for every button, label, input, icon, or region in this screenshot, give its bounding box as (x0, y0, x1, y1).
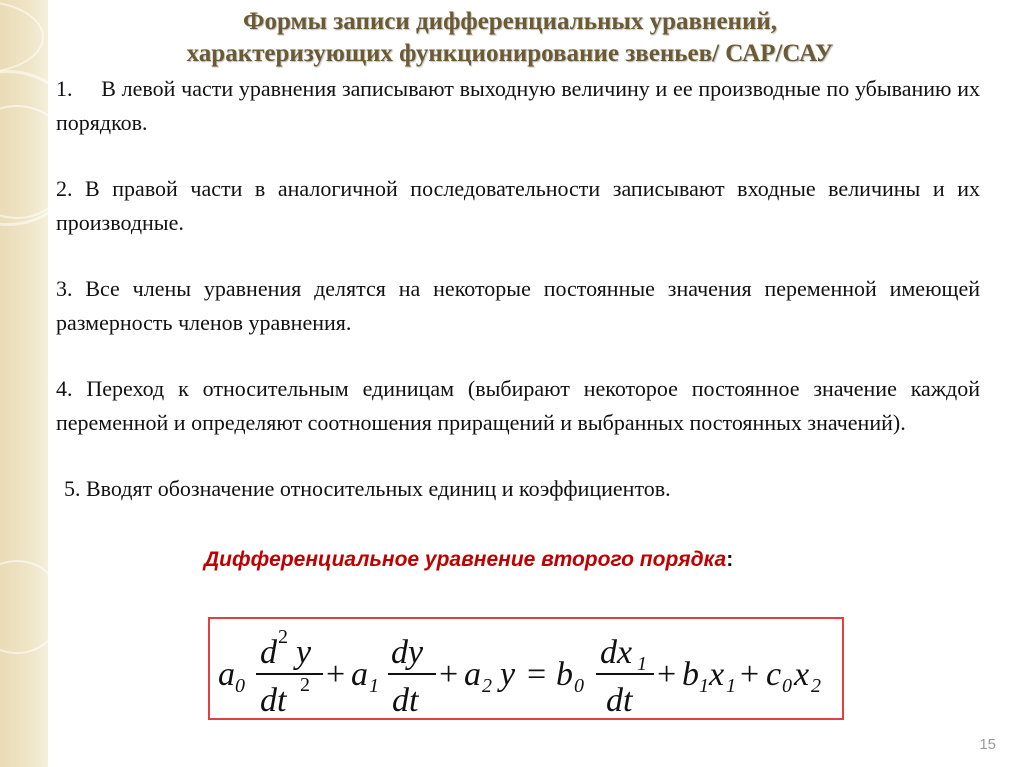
coef-a1: a (351, 656, 368, 693)
decorative-ring (0, 0, 44, 74)
list-item-1: 1. В левой части уравнения записывают выходную величину и ее производные по убыванию их порядков. (56, 76, 986, 135)
var-y: y (500, 656, 516, 693)
frac1-num-d: d (260, 634, 277, 671)
frac3-num-sub: 1 (637, 653, 647, 675)
var-x2: x (794, 656, 810, 693)
decorative-side-band (0, 0, 48, 767)
coef-a2-sub: 2 (482, 675, 492, 697)
coef-a1-sub: 1 (369, 675, 379, 697)
page-number: 15 (979, 736, 996, 753)
slide-title (60, 6, 960, 70)
list-item-2: 2. В правой части в аналогичной последовательности записывают входные величины и их производные. (56, 176, 980, 235)
list-item-3: 3. Все члены уравнения делятся на некоторые постоянные значения переменной имеющей размерность членов уравнения. (56, 276, 980, 335)
plus-sign: + (740, 656, 760, 693)
coef-c0-sub: 0 (782, 675, 792, 697)
frac2-den: dt (392, 682, 419, 718)
equation-heading (204, 546, 864, 574)
plus-sign: + (657, 656, 677, 693)
var-x1: x (709, 656, 725, 693)
equation-box (208, 617, 844, 720)
var-x1-sub: 1 (726, 675, 736, 697)
equation-heading-colon: : (726, 548, 734, 571)
frac1-num-var: y (296, 634, 312, 671)
coef-a0: a (218, 656, 235, 693)
list-item-5: 5. Вводят обозначение относительных единиц и коэффициентов. (64, 476, 671, 501)
frac1-den-sup: 2 (300, 674, 310, 696)
slide-title-line-1: Формы записи дифференциальных уравнений, (242, 8, 778, 35)
frac3-den: dt (606, 682, 633, 718)
coef-a0-sub: 0 (235, 675, 245, 697)
frac1-den: dt (260, 682, 287, 718)
slide-title-line-2: характеризующих функционирование звеньев/ САР/САУ (186, 40, 834, 67)
frac1-num-sup: 2 (278, 626, 288, 648)
var-x2-sub: 2 (811, 675, 821, 697)
equation-formula (210, 619, 842, 718)
frac2-num: dy (391, 634, 424, 671)
list-item-4: 4. Переход к относительным единицам (выбирают некоторое постоянное значение каждой переменной и определяют соотношения приращений и выбранных постоянных значений). (56, 376, 980, 435)
coef-b0-sub: 0 (574, 675, 584, 697)
frac3-num: dx (600, 634, 633, 671)
coef-b1: b (682, 656, 699, 693)
plus-sign: + (326, 656, 346, 693)
equation-heading-text: Дифференциальное уравнение второго порядка (204, 548, 727, 571)
coef-a2: a (464, 656, 481, 693)
slide-body (56, 72, 986, 506)
plus-sign: + (439, 656, 459, 693)
coef-b0: b (556, 656, 573, 693)
decorative-ring (0, 560, 64, 654)
coef-c0: c (766, 656, 782, 693)
equals-sign: = (527, 656, 547, 693)
coef-b1-sub: 1 (699, 675, 709, 697)
